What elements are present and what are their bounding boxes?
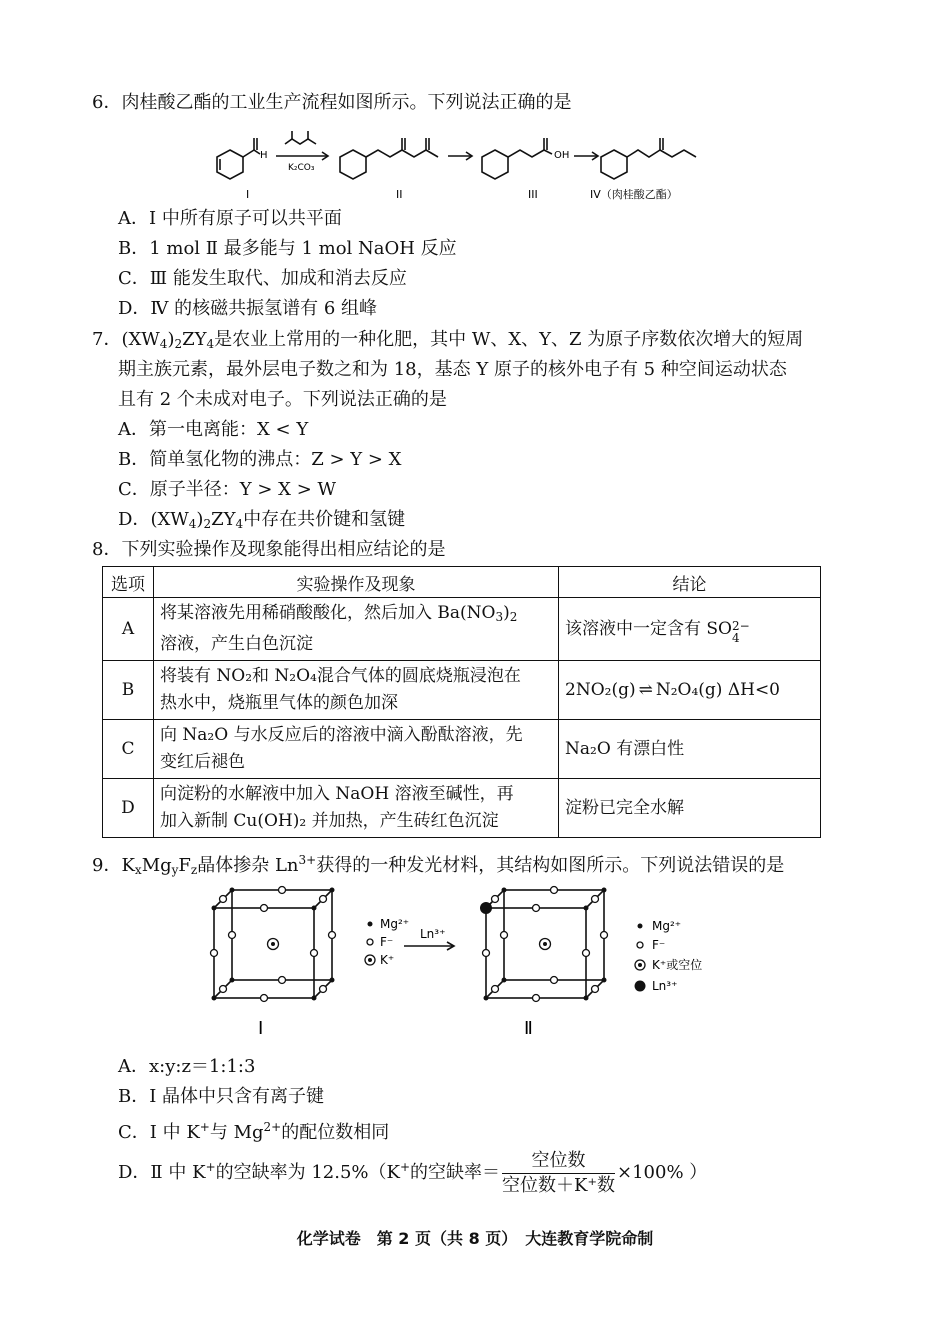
q9-option-d: D．Ⅱ 中 K+的空缺率为 12.5%（K+的空缺率＝ $\frac{\text{空位数}}{\text{空位数＋K⁺数}}$ ×100% ） (118, 1149, 708, 1196)
arrow-label: Ln³⁺ (420, 927, 446, 941)
q6-option-a: A．Ⅰ 中所有原子可以共平面 (118, 208, 342, 229)
legend2-f: F⁻ (652, 938, 666, 952)
experiment-table (102, 566, 821, 838)
q7-option-b: B．简单氢化物的沸点：Z > Y > X (118, 449, 402, 470)
q9-option-c: C．Ⅰ 中 K+与 $Mg^{2+}$的配位数相同 (118, 1120, 390, 1143)
q9-stem: 9．$K_xMg_yF_z$晶体掺杂 $Ln^{3+}$获得的一种发光材料，其结构如图所示。下列说法错误的是 (92, 853, 785, 877)
table-row: A 将某溶液先用稀硝酸酸化，然后加入 $Ba(NO_3)_2$ 溶液，产生白色沉淀 该溶液中一定含有 SO 2− 4 (103, 598, 821, 661)
header-operation: 实验操作及现象 (154, 567, 559, 598)
q7-option-c: C．原子半径：Y > X > W (118, 479, 337, 500)
legend2-k-vacancy: K⁺或空位 (652, 958, 703, 972)
table-row: B 将装有 NO₂和 N₂O₄混合气体的圆底烧瓶浸泡在 热水中，烧瓶里气体的颜色加深 2NO₂(g) ⇌ N₂O₄(g) ΔH<0 (103, 661, 821, 720)
q6-option-d: D．Ⅳ 的核磁共振氢谱有 6 组峰 (118, 298, 378, 319)
q7-stem-line1: 7．$(XW_4)_2ZY_4$是农业上常用的一种化肥，其中 W、X、Y、Z 为原子序数依次增大的短周 (92, 329, 804, 351)
legend2-mg: Mg²⁺ (652, 919, 682, 933)
table-row: D 向淀粉的水解液中加入 NaOH 溶液至碱性，再 加入新制 Cu(OH)₂ 并加热，产生砖红色沉淀 淀粉已完全水解 (103, 779, 821, 838)
q7-option-d: D．$(XW_4)_2ZY_4$中存在共价键和氢键 (118, 509, 406, 531)
q7-stem-line2: 期主族元素，最外层电子数之和为 18，基态 Y 原子的核外电子有 5 种空间运动状态 (118, 359, 787, 380)
q8-stem: 8．下列实验操作及现象能得出相应结论的是 (92, 539, 446, 560)
table-header-row (103, 567, 821, 598)
crystal-structure-figure (200, 882, 740, 1042)
page-footer: 化学试卷 第 2 页（共 8 页） 大连教育学院命制 (296, 1229, 654, 1248)
compound-label-1: I (246, 188, 250, 201)
q9-option-a: A．x:y:z＝1:1:3 (118, 1056, 256, 1077)
q6-option-b: B．1 mol Ⅱ 最多能与 1 mol NaOH 反应 (118, 238, 457, 259)
q9-option-b: B．Ⅰ 晶体中只含有离子键 (118, 1086, 325, 1107)
figure-label-1: Ⅰ (258, 1018, 264, 1039)
compound-label-2: II (396, 188, 403, 201)
legend1-mg: Mg²⁺ (380, 917, 410, 931)
benzene-ring-4 (601, 150, 627, 179)
header-conclusion: 结论 (559, 567, 821, 598)
legend1-f: F⁻ (380, 935, 394, 949)
h-label: H (260, 150, 268, 161)
compound-label-4: IV（肉桂酸乙酯） (590, 188, 678, 201)
compound-label-3: III (528, 188, 538, 201)
legend1-k: K⁺ (380, 953, 395, 967)
oh-label: OH (554, 150, 570, 161)
q6-stem: 6．肉桂酸乙酯的工业生产流程如图所示。下列说法正确的是 (92, 92, 572, 113)
benzene-ring-3 (482, 150, 508, 179)
benzene-ring-1 (217, 150, 243, 179)
q7-option-a: A．第一电离能：X < Y (118, 419, 309, 440)
legend2-ln: Ln³⁺ (652, 979, 678, 993)
q6-reaction-scheme (210, 126, 700, 202)
q7-stem-line3: 且有 2 个未成对电子。下列说法正确的是 (118, 389, 447, 410)
reagent-label: K₂CO₃ (288, 163, 315, 173)
table-row: C 向 Na₂O 与水反应后的溶液中滴入酚酞溶液，先 变红后褪色 Na₂O 有漂白性 (103, 720, 821, 779)
vacancy-rate-fraction: $\frac{\text{空位数}}{\text{空位数＋K⁺数}}$ (502, 1149, 615, 1196)
header-option: 选项 (103, 567, 154, 598)
q6-option-c: C．Ⅲ 能发生取代、加成和消去反应 (118, 268, 407, 289)
figure-label-2: Ⅱ (524, 1018, 533, 1039)
benzene-ring-2 (340, 150, 366, 179)
